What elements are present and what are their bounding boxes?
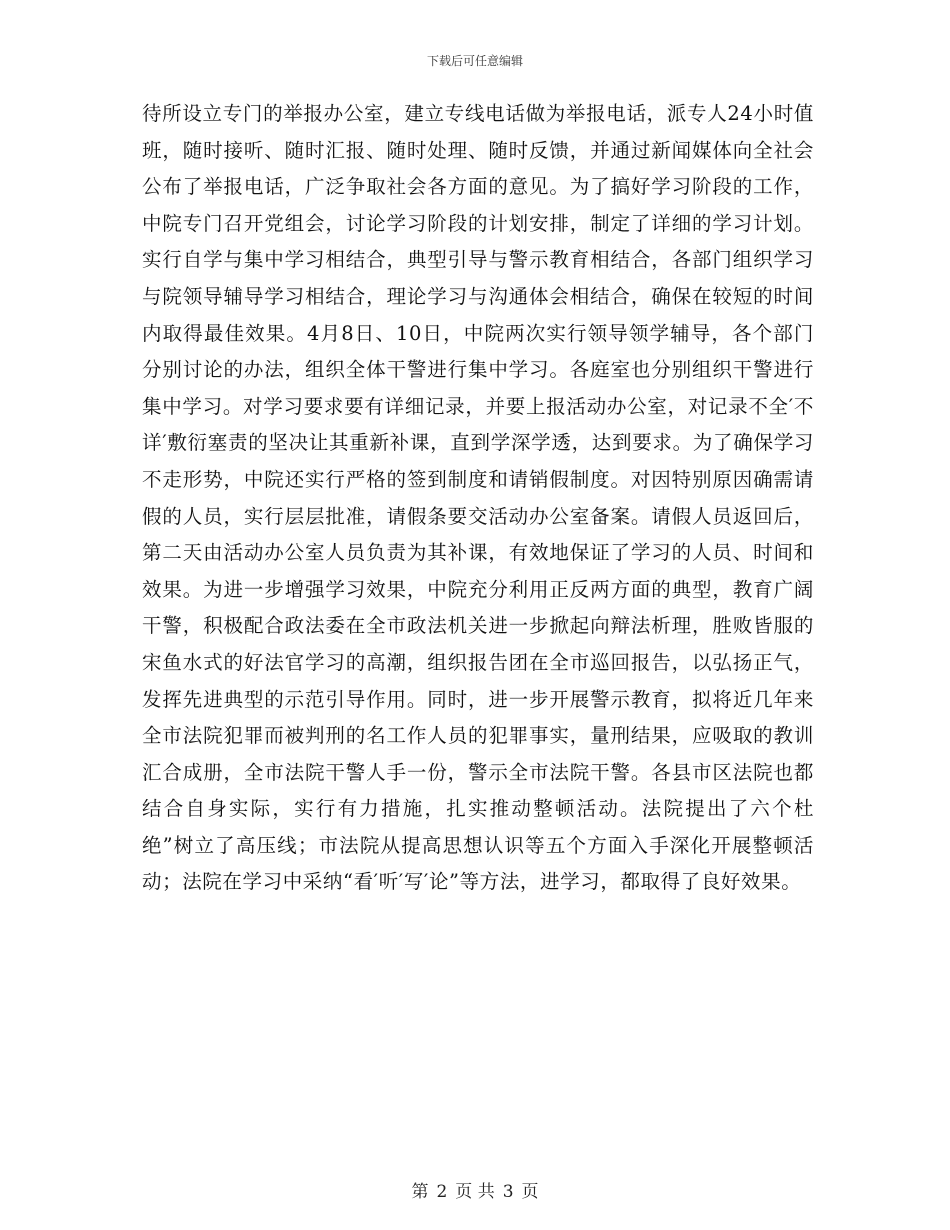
footer-middle: 页 共: [455, 1182, 495, 1202]
page-footer: [0, 1180, 950, 1204]
footer-current-page: 2: [436, 1182, 448, 1202]
body-paragraph: 待所设立专门的举报办公室，建立专线电话做为举报电话，派专人24小时值班，随时接听、随时汇报、随时处理、随时反馈，并通过新闻媒体向全社会公布了举报电话，广泛争取社会各方面的意见。为了搞好学习阶段的工作，中院专门召开党组会，讨论学习阶段的计划安排，制定了详细的学习计划。实行自学与集中学习相结合，典型引导与警示教育相结合，各部门组织学习与院领导辅导学习相结合，理论学习与沟通体会相结合，确保在较短的时间内取得最佳效果。4月8日、10日，中院两次实行领导领学辅导，各个部门分别讨论的办法，组织全体干警进行集中学习。各庭室也分别组织干警进行集中学习。对学习要求要有详细记录，并要上报活动办公室，对记录不全′不详′敷衍塞责的坚决让其重新补课，直到学深学透，达到要求。为了确保学习不走形势，中院还实行严格的签到制度和请销假制度。对因特别原因确需请假的人员，实行层层批准，请假条要交活动办公室备案。请假人员返回后，第二天由活动办公室人员负责为其补课，有效地保证了学习的人员、时间和效果。为进一步增强学习效果，中院充分利用正反两方面的典型，教育广阔干警，积极配合政法委在全市政法机关进一步掀起向辩法析理，胜败皆服的宋鱼水式的好法官学习的高潮，组织报告团在全市巡回报告，以弘扬正气，发挥先进典型的示范引导作用。同时，进一步开展警示教育，拟将近几年来全市法院犯罪而被判刑的名工作人员的犯罪事实，量刑结果，应吸取的教训汇合成册，全市法院干警人手一份，警示全市法院干警。各县市区法院也都结合自身实际，实行有力措施，扎实推动整顿活动。法院提出了六个杜绝”树立了高压线；市法院从提高思想认识等五个方面入手深化开展整顿活动；法院在学习中采纳“看′听′写′论”等方法，进学习，都取得了良好效果。: [142, 102, 814, 894]
footer-prefix: 第: [411, 1182, 429, 1202]
footer-suffix: 页: [521, 1182, 539, 1202]
footer-total-pages: 3: [502, 1182, 514, 1202]
page-header-note: 下载后可任意编辑: [426, 54, 523, 68]
